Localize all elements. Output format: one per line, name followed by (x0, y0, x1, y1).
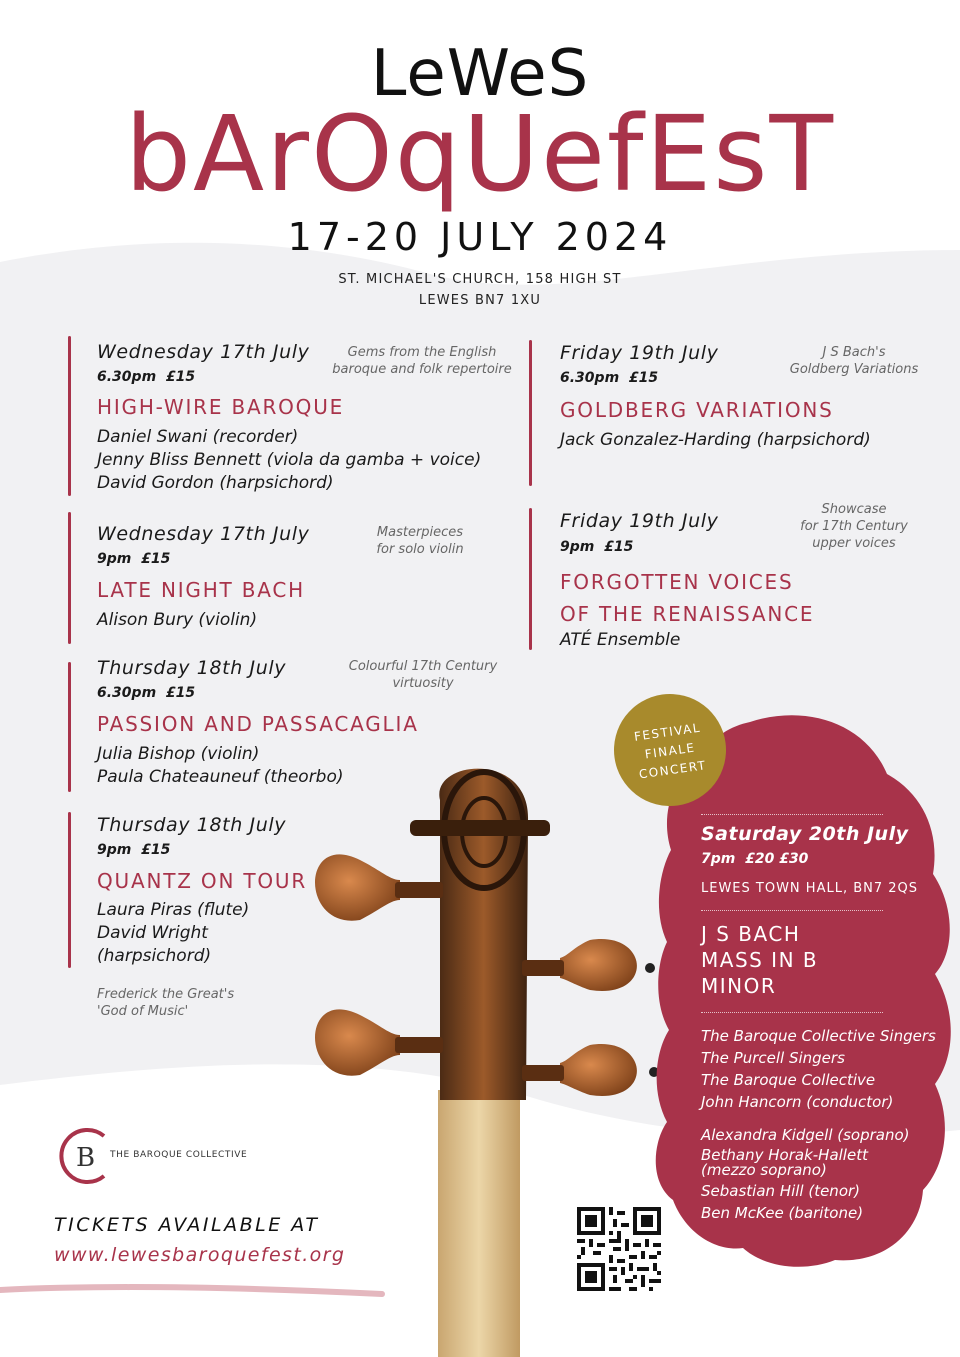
event-note: Frederick the Great's 'God of Music' (97, 987, 235, 1019)
event-note: Gems from the English baroque and folk repertoire (332, 345, 512, 377)
event-performers: ATÉ Ensemble (560, 630, 681, 650)
website-link[interactable]: www.lewesbaroquefest.org (54, 1244, 346, 1266)
baroque-collective-logo-icon (54, 1126, 110, 1186)
event-title: FORGOTTEN VOICES OF THE RENAISSANCE (560, 570, 815, 626)
event-time-price: 6.30pm £15 (97, 685, 196, 701)
divider-bar (68, 812, 71, 968)
event-date: Friday 19th July (560, 510, 719, 532)
event-title: LATE NIGHT BACH (97, 578, 305, 602)
event-time-price: 9pm £15 (97, 842, 171, 858)
event-time-price: 9pm £15 (97, 551, 171, 567)
event-title: HIGH-WIRE BAROQUE (97, 395, 345, 419)
finale-ensembles: The Baroque Collective Singers The Purcell Singers The Baroque Collective John Hancorn (conductor) (701, 1027, 936, 1111)
dotted-divider (701, 1012, 883, 1013)
event-date: Thursday 18th July (97, 814, 287, 836)
event-time-price: 6.30pm £15 (560, 370, 659, 386)
event-title: GOLDBERG VARIATIONS (560, 398, 834, 422)
event-performers: Alison Bury (violin) (97, 610, 258, 630)
finale-title: J S BACH MASS IN B MINOR (701, 922, 819, 998)
svg-text:B: B (76, 1143, 96, 1173)
finale-time-price: 7pm £20 £30 (701, 851, 809, 867)
event-date: Wednesday 17th July (97, 523, 310, 545)
divider-bar (68, 662, 71, 792)
event-date: Friday 19th July (560, 342, 719, 364)
event-performers: Laura Piras (flute) David Wright (harpsichord) (97, 900, 250, 966)
divider-bar (68, 512, 71, 644)
event-time-price: 9pm £15 (560, 539, 634, 555)
festival-dates: 17-20 JULY 2024 (287, 215, 673, 259)
finale-venue: LEWES TOWN HALL, BN7 2QS (701, 881, 919, 896)
title-baroquefest: bArOqUefEsT (125, 93, 835, 215)
venue-line-2: LEWES BN7 1XU (418, 293, 542, 308)
event-title: PASSION AND PASSACAGLIA (97, 712, 419, 736)
divider-bar (68, 336, 71, 496)
event-performers: Jack Gonzalez-Harding (harpsichord) (560, 430, 871, 450)
event-performers: Daniel Swani (recorder) Jenny Bliss Bennett (viola da gamba + voice) David Gordon (harpsichord) (97, 427, 482, 493)
event-note: Colourful 17th Century virtuosity (348, 659, 498, 691)
finale-soloists: Alexandra Kidgell (soprano) Bethany Horak-Hallett (mezzo soprano) Sebastian Hill (tenor) Ben McKee (baritone) (701, 1126, 910, 1222)
dotted-divider (701, 814, 883, 815)
event-note: Showcase for 17th Century upper voices (800, 502, 908, 551)
venue-line-1: ST. MICHAEL'S CHURCH, 158 HIGH ST (338, 272, 622, 287)
event-date: Thursday 18th July (97, 657, 287, 679)
logo-text: THE BAROQUE COLLECTIVE (110, 1150, 248, 1160)
event-time-price: 6.30pm £15 (97, 369, 196, 385)
event-title: QUANTZ ON TOUR (97, 869, 308, 893)
finale-date: Saturday 20th July (701, 823, 909, 845)
divider-bar (529, 508, 532, 650)
divider-bar (529, 340, 532, 486)
tickets-heading: TICKETS AVAILABLE AT (54, 1214, 320, 1236)
event-date: Wednesday 17th July (97, 341, 310, 363)
dotted-divider (701, 910, 883, 911)
event-performers: Julia Bishop (violin) Paula Chateauneuf (theorbo) (97, 744, 344, 787)
title-lewes: LeWeS (370, 37, 590, 111)
qr-code-icon[interactable] (577, 1207, 661, 1291)
event-note: Masterpieces for solo violin (376, 525, 464, 557)
event-note: J S Bach's Goldberg Variations (789, 345, 919, 377)
finale-badge: FESTIVAL FINALE CONCERT (607, 687, 733, 813)
